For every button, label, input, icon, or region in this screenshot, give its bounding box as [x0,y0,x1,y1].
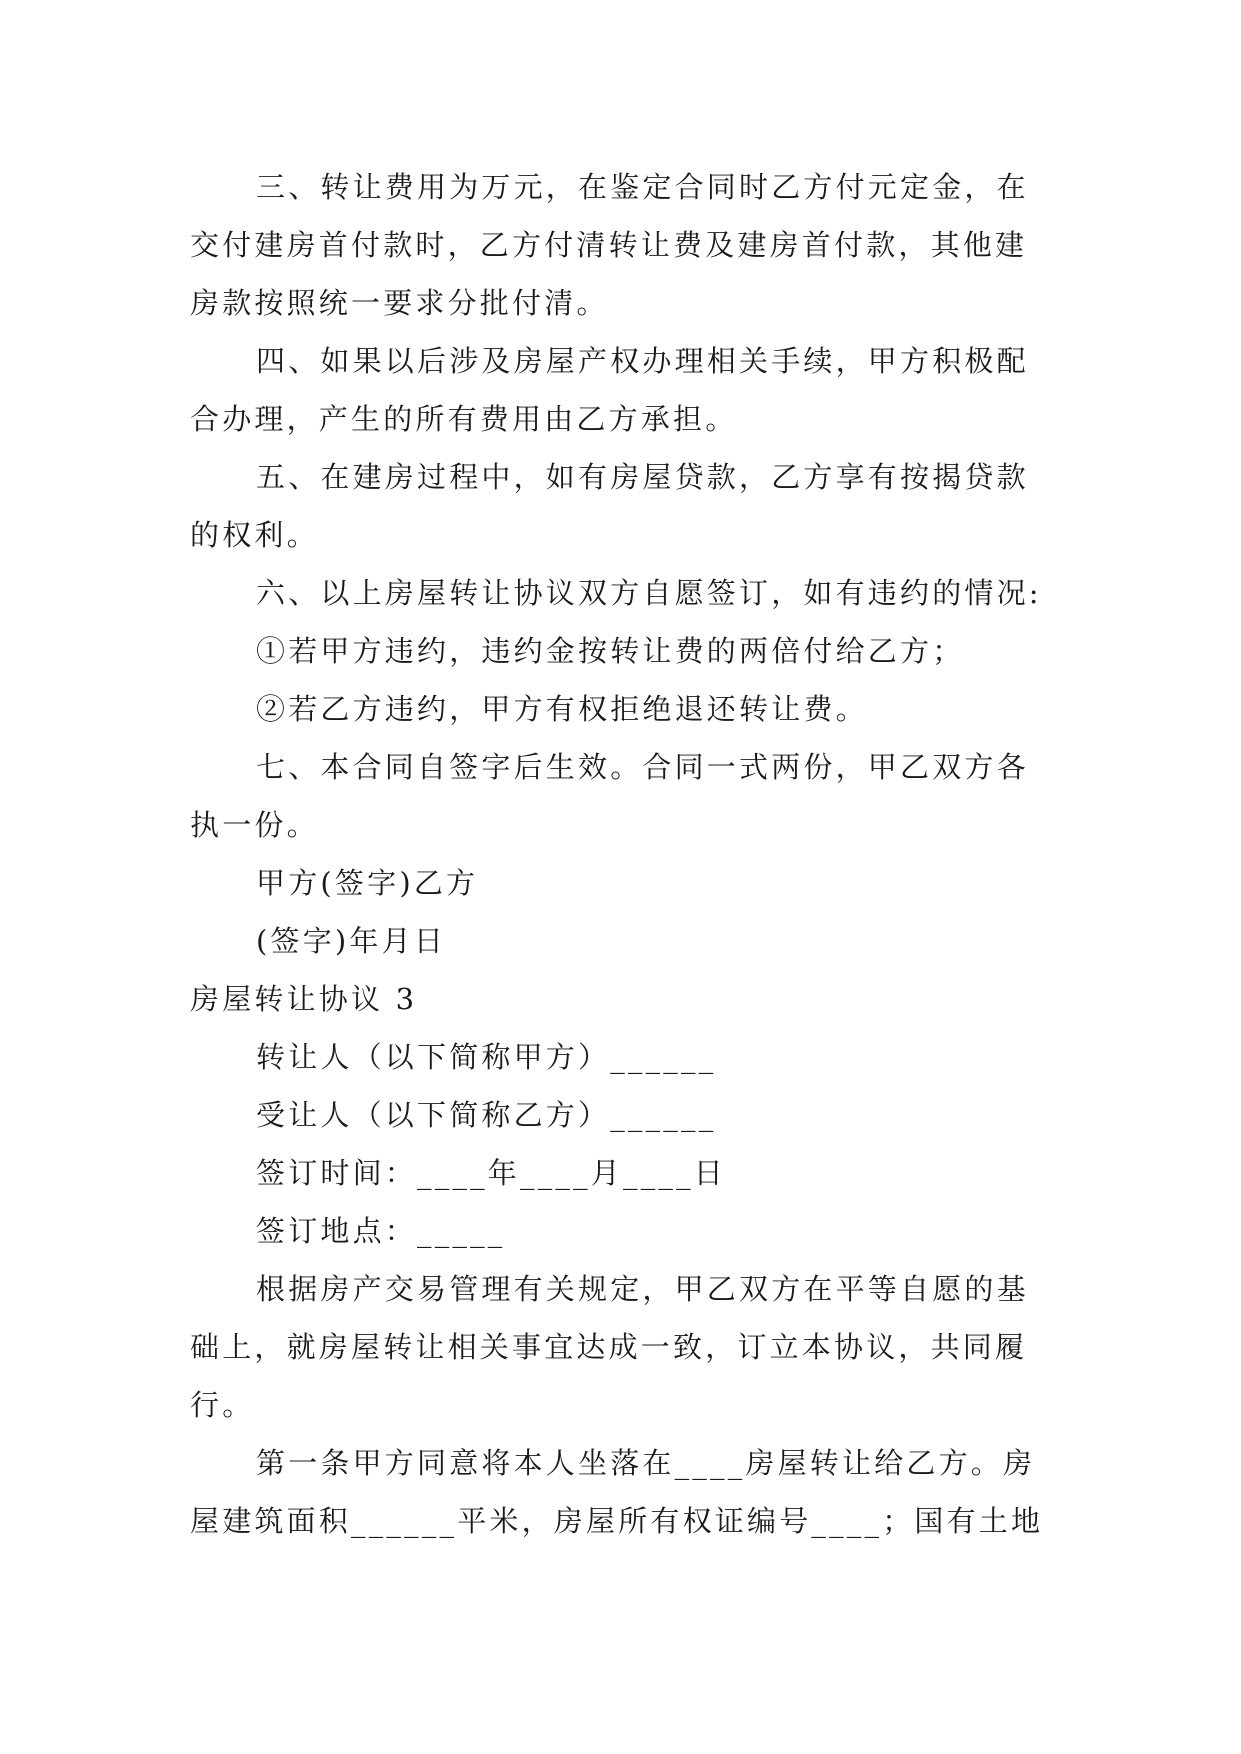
text-line: 三、转让费用为万元，在鉴定合同时乙方付元定金，在 [256,170,1029,204]
text-line: ①若甲方违约，违约金按转让费的两倍付给乙方； [256,634,965,668]
text-line: 屋建筑面积______平米，房屋所有权证编号____；国有土地 [190,1504,1044,1538]
text-line: 根据房产交易管理有关规定，甲乙双方在平等自愿的基 [256,1272,1029,1306]
text-line: 第一条甲方同意将本人坐落在____房屋转让给乙方。房 [256,1446,1036,1480]
text-line: 执一份。 [190,808,319,842]
text-line: 签订地点：_____ [256,1214,506,1248]
text-line: (签字)年月日 [256,924,447,958]
text-line: 四、如果以后涉及房屋产权办理相关手续，甲方积极配 [256,344,1029,378]
text-line: 交付建房首付款时，乙方付清转让费及建房首付款，其他建 [190,228,1028,262]
text-line: 甲方(签字)乙方 [256,866,479,900]
document-page [190,158,1052,1550]
text-line: 础上，就房屋转让相关事宜达成一致，订立本协议，共同履 [190,1330,1028,1364]
text-line: 受让人（以下简称乙方）______ [256,1098,717,1132]
text-line: 转让人（以下简称甲方）______ [256,1040,717,1074]
text-line: 行。 [190,1388,255,1422]
text-line: 七、本合同自签字后生效。合同一式两份，甲乙双方各 [256,750,1029,784]
text-line: 房屋转让协议 3 [190,982,418,1016]
text-line: 六、以上房屋转让协议双方自愿签订，如有违约的情况: [256,576,1042,610]
text-line: 五、在建房过程中，如有房屋贷款，乙方享有按揭贷款 [256,460,1029,494]
text-line: 签订时间：____年____月____日 [256,1156,727,1190]
text-line: 房款按照统一要求分批付清。 [190,286,609,320]
text-line: 合办理，产生的所有费用由乙方承担。 [190,402,738,436]
document-body [190,158,1052,1550]
text-line: 的权利。 [190,518,319,552]
text-line: ②若乙方违约，甲方有权拒绝退还转让费。 [256,692,868,726]
